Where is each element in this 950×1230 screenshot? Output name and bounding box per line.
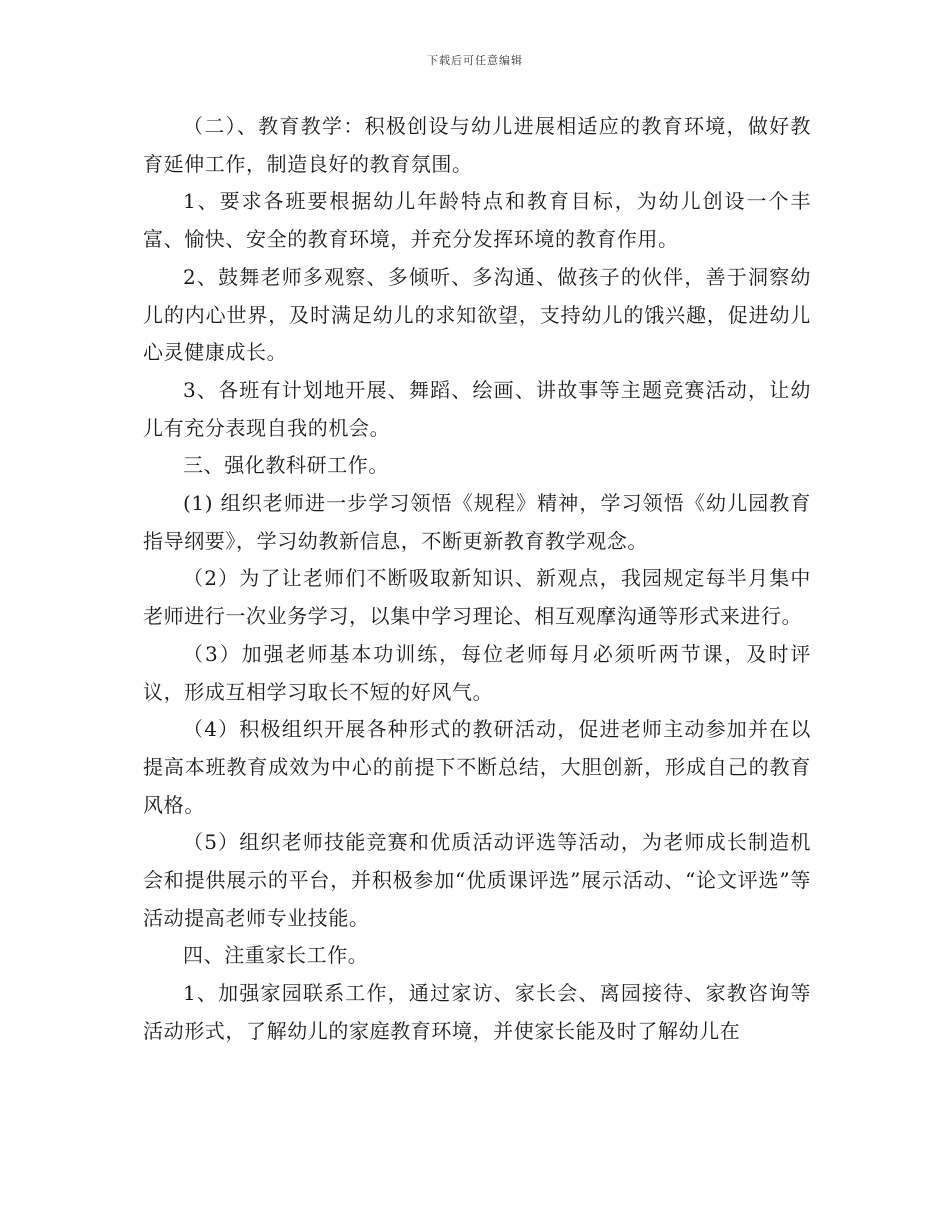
paragraph-item-3: 3、各班有计划地开展、舞蹈、绘画、讲故事等主题竞赛活动，让幼儿有充分表现自我的机会。 bbox=[143, 377, 811, 440]
paragraph-research-3: （3）加强老师基本功训练，每位老师每月必须听两节课，及时评议，形成互相学习取长不短的好风气。 bbox=[143, 641, 811, 704]
paragraph-education-teaching: （二）、教育教学：积极创设与幼儿进展相适应的教育环境，做好教育延伸工作，制造良好的教育氛围。 bbox=[143, 114, 811, 176]
page-header: 下载后可任意编辑 bbox=[427, 54, 523, 67]
paragraph-research-1: (1) 组织老师进一步学习领悟《规程》精神，学习领悟《幼儿园教育指导纲要》，学习幼教新信息，不断更新教育教学观念。 bbox=[143, 491, 811, 553]
section-heading-research: 三、强化教科研工作。 bbox=[183, 453, 389, 478]
paragraph-item-1: 1、要求各班要根据幼儿年龄特点和教育目标，为幼儿创设一个丰富、愉快、安全的教育环境，并充分发挥环境的教育作用。 bbox=[143, 189, 811, 252]
paragraph-research-4: （4）积极组织开展各种形式的教研活动，促进老师主动参加并在以提高本班教育成效为中心的前提下不断总结，大胆创新，形成自己的教育风格。 bbox=[143, 717, 811, 817]
paragraph-parents-1: 1、加强家园联系工作，通过家访、家长会、离园接待、家教咨询等活动形式，了解幼儿的家庭教育环境，并使家长能及时了解幼儿在 bbox=[143, 981, 811, 1043]
document-body bbox=[143, 108, 811, 1051]
paragraph-research-5: （5）组织老师技能竞赛和优质活动评选等活动，为老师成长制造机会和提供展示的平台，并积极参加“优质课评选”展示活动、“论文评选”等活动提高老师专业技能。 bbox=[143, 830, 811, 930]
paragraph-research-2: （2）为了让老师们不断吸取新知识、新观点，我园规定每半月集中老师进行一次业务学习，以集中学习理论、相互观摩沟通等形式来进行。 bbox=[143, 566, 811, 629]
section-heading-parents: 四、注重家长工作。 bbox=[183, 943, 369, 968]
paragraph-item-2: 2、鼓舞老师多观察、多倾听、多沟通、做孩子的伙伴，善于洞察幼儿的内心世界，及时满足幼儿的求知欲望，支持幼儿的饿兴趣，促进幼儿心灵健康成长。 bbox=[143, 264, 811, 365]
